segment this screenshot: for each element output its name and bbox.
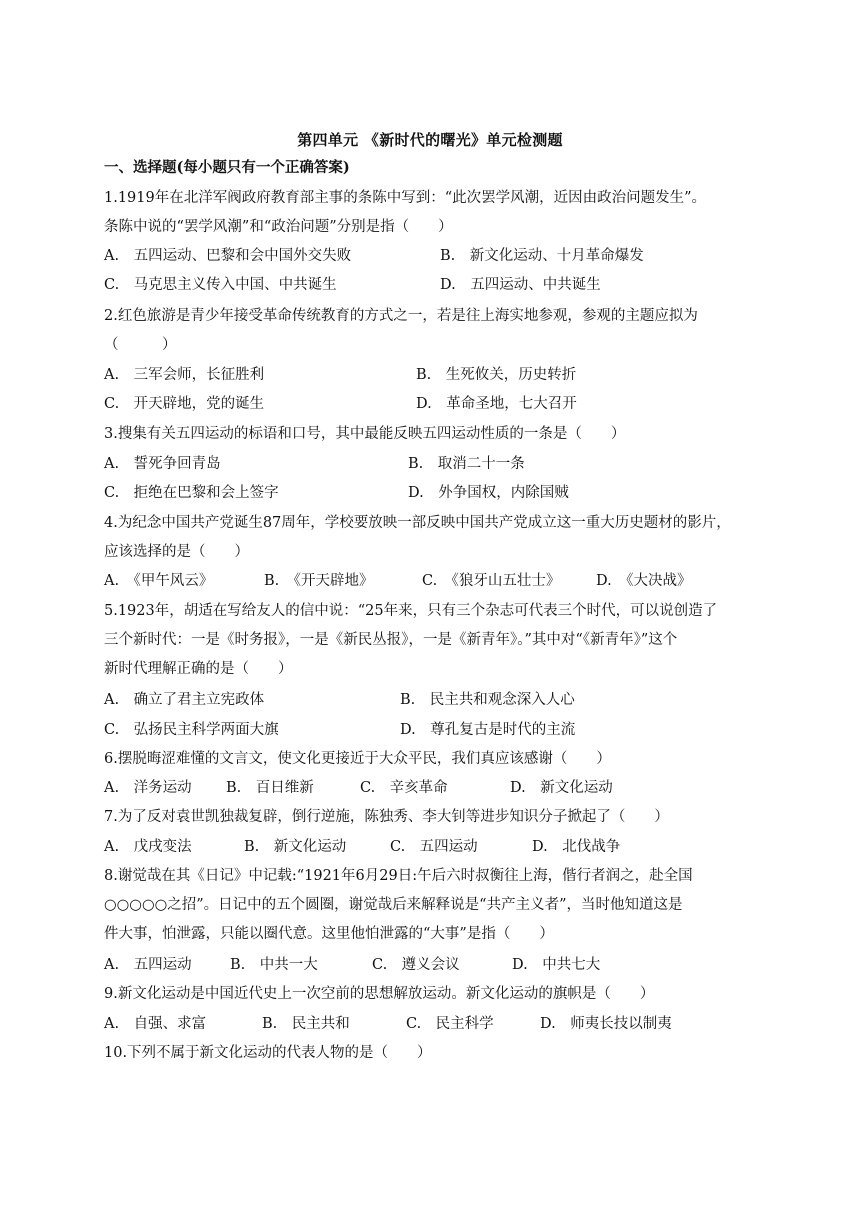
question-2-options-row [104, 390, 764, 419]
option-d: D. 革命圣地，七大召开 [416, 396, 577, 412]
option-a: A. 五四运动、巴黎和会中国外交失败 [104, 248, 352, 264]
question-8-options-row [104, 951, 764, 980]
option-c: C. 弘扬民主科学两面大旗 [104, 722, 279, 738]
question-9-options-row [104, 1010, 764, 1039]
stem-line: 6.摆脱晦涩难懂的文言文，使文化更接近于大众平民，我们真应该感谢（ ） [104, 751, 611, 767]
stem-line: 3.搜集有关五四运动的标语和口号，其中最能反映五四运动性质的一条是（ ） [104, 426, 626, 442]
stem-line: （ ） [104, 337, 177, 353]
stem-line: 三个新时代：一是《时务报》，一是《新民丛报》，一是《新青年》。”其中对“《新青年》”这个 [104, 632, 678, 648]
option-c: C. 马克思主义传入中国、中共诞生 [104, 277, 337, 293]
option-b: B. 民主共和观念深入人心 [400, 692, 575, 708]
question-5-options-row [104, 716, 764, 745]
option-d: D. 中共七大 [512, 957, 601, 973]
stem-line: 8.谢觉哉在其《日记》中记载:“1921年6月29日:午后六时叔衡往上海，偕行者润之，赴全国 [104, 868, 693, 884]
question-9-stem [104, 980, 764, 1009]
option-b: B. 百日维新 [226, 780, 314, 796]
question-1-options-row [104, 271, 764, 300]
option-d: D. 外争国权，内除国贼 [408, 485, 569, 501]
question-1-options-row [104, 242, 764, 271]
stem-line: 5.1923年，胡适在写给友人的信中说：“25年来，只有三个杂志可代表三个时代，可以说创造了 [104, 603, 718, 619]
stem-line: 4.为纪念中国共产党诞生87周年，学校要放映一部反映中国共产党成立这一重大历史题材的影片， [104, 515, 731, 531]
question-6-options-row [104, 774, 764, 803]
option-a: A. 三军会师，长征胜利 [104, 367, 265, 383]
option-a: A. 戊戌变法 [104, 839, 192, 855]
option-c: C. 五四运动 [390, 839, 478, 855]
option-c: C. 开天辟地，党的诞生 [104, 396, 265, 412]
option-b: B. 《开天辟地》 [264, 573, 374, 589]
stem-line: 1.1919年在北洋军阀政府教育部主事的条陈中写到：“此次罢学风潮，近因由政治问题发生”。 [104, 190, 707, 206]
option-b: B. 生死攸关，历史转折 [416, 367, 577, 383]
stem-line: ○○○○○之招”。日记中的五个圆圈，谢觉哉后来解释说是“共产主义者”，当时他知道这是 [104, 897, 683, 913]
document-title: 第四单元 《新时代的曙光》单元检测题 [297, 131, 563, 149]
option-a: A. 确立了君主立宪政体 [104, 692, 265, 708]
option-c: C. 拒绝在巴黎和会上签字 [104, 485, 279, 501]
option-a: A. 洋务运动 [104, 780, 192, 796]
option-a: A. 五四运动 [104, 957, 192, 973]
option-c: C. 辛亥革命 [360, 780, 448, 796]
option-d: D. 尊孔复古是时代的主流 [400, 722, 576, 738]
option-c: C. 民主科学 [406, 1016, 494, 1032]
stem-line: 新时代理解正确的是（ ） [104, 661, 293, 677]
question-7-options-row [104, 833, 764, 862]
question-2-options-row [104, 361, 764, 390]
option-d: D. 五四运动、中共诞生 [440, 277, 601, 293]
question-4-stem [104, 509, 764, 567]
question-10-stem [104, 1039, 764, 1068]
stem-line: 条陈中说的“罢学风潮”和“政治问题”分别是指（ ） [104, 219, 453, 235]
question-2-stem [104, 302, 764, 360]
stem-line: 7.为了反对袁世凯独裁复辟，倒行逆施，陈独秀、李大钊等进步知识分子掀起了（ ） [104, 809, 669, 825]
stem-line: 2.红色旅游是青少年接受革命传统教育的方式之一，若是往上海实地参观，参观的主题应拟为 [104, 308, 698, 324]
option-b: B. 中共一大 [230, 957, 318, 973]
question-1-stem [104, 184, 764, 242]
option-b: B. 新文化运动、十月革命爆发 [440, 248, 644, 264]
question-3-stem [104, 420, 764, 449]
stem-line: 9.新文化运动是中国近代史上一次空前的思想解放运动。新文化运动的旗帜是（ ） [104, 986, 655, 1002]
option-b: B. 民主共和 [262, 1016, 350, 1032]
option-d: D. 《大决战》 [596, 573, 692, 589]
option-d: D. 新文化运动 [510, 780, 613, 796]
question-3-options-row [104, 450, 764, 479]
option-d: D. 北伐战争 [532, 839, 621, 855]
option-a: A. 《甲午风云》 [104, 573, 214, 589]
option-a: A. 自强、求富 [104, 1016, 207, 1032]
option-c: C. 《狼牙山五壮士》 [422, 573, 561, 589]
option-c: C. 遵义会议 [372, 957, 460, 973]
stem-line: 10.下列不属于新文化运动的代表人物的是（ ） [104, 1045, 432, 1061]
question-6-stem [104, 745, 764, 774]
question-8-stem [104, 862, 764, 949]
section-heading: 一、选择题(每小题只有一个正确答案) [104, 159, 350, 176]
option-d: D. 师夷长技以制夷 [540, 1016, 672, 1032]
option-b: B. 取消二十一条 [408, 456, 525, 472]
question-5-options-row [104, 686, 764, 715]
question-7-stem [104, 803, 764, 832]
question-5-stem [104, 597, 764, 684]
question-3-options-row [104, 479, 764, 508]
stem-line: 应该选择的是（ ） [104, 544, 249, 560]
option-b: B. 新文化运动 [244, 839, 347, 855]
stem-line: 件大事，怕泄露，只能以圈代意。这里他怕泄露的“大事”是指（ ） [104, 926, 554, 942]
question-4-options-row [104, 567, 764, 596]
option-a: A. 誓死争回青岛 [104, 456, 221, 472]
